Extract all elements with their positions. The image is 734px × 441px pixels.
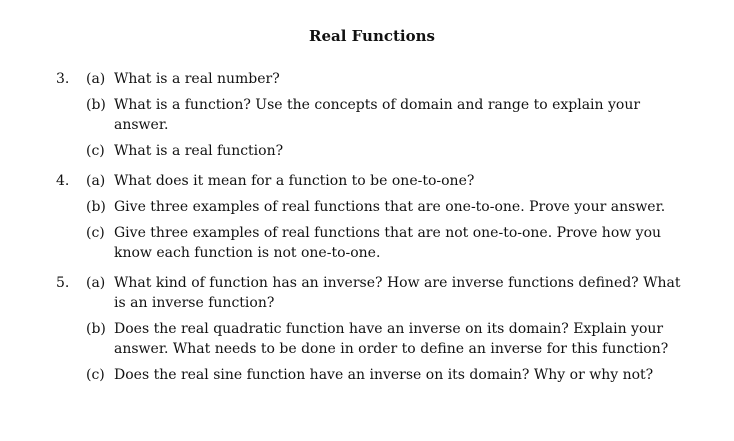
- part-text: What does it mean for a function to be one-to-one?: [114, 173, 475, 189]
- part-text: What kind of function has an inverse? How are inverse functions defined? What is an inverse function?: [114, 275, 681, 311]
- problem-3: [56, 69, 734, 161]
- part-label: (b): [86, 321, 106, 337]
- part-text: Does the real sine function have an inverse on its domain? Why or why not?: [114, 367, 654, 383]
- problem-part: [86, 365, 694, 385]
- part-label: (a): [86, 275, 106, 291]
- problem-parts: [86, 171, 734, 263]
- part-text: Give three examples of real functions that are one-to-one. Prove your answer.: [114, 199, 666, 215]
- part-text: What is a real number?: [114, 71, 280, 87]
- part-label: (a): [86, 173, 106, 189]
- problem-number: 4.: [56, 173, 70, 189]
- problem-part: [86, 319, 694, 359]
- problem-part: [86, 223, 694, 263]
- problem-part: [86, 141, 694, 161]
- problem-parts: [86, 69, 734, 161]
- problem-part: [86, 69, 694, 89]
- part-label: (b): [86, 97, 106, 113]
- part-label: (c): [86, 143, 105, 159]
- part-label: (c): [86, 225, 105, 241]
- part-text: Give three examples of real functions that are not one-to-one. Prove how you know each function is not one-to-one.: [114, 225, 662, 261]
- part-label: (b): [86, 199, 106, 215]
- problem-part: [86, 171, 694, 191]
- problem-5: [56, 273, 734, 385]
- problem-number: 3.: [56, 71, 70, 87]
- part-text: What is a real function?: [114, 143, 284, 159]
- part-text: What is a function? Use the concepts of domain and range to explain your answer.: [114, 97, 641, 133]
- part-label: (a): [86, 71, 106, 87]
- problem-part: [86, 197, 694, 217]
- problem-4: [56, 171, 734, 263]
- problem-list: [0, 69, 734, 395]
- problem-parts: [86, 273, 734, 385]
- problem-part: [86, 273, 694, 313]
- part-label: (c): [86, 367, 105, 383]
- problem-number: 5.: [56, 275, 70, 291]
- problem-part: [86, 95, 694, 135]
- page-title: Real Functions: [309, 27, 435, 45]
- part-text: Does the real quadratic function have an inverse on its domain? Explain your answer. What needs to be done in order to define an inverse for this function?: [114, 321, 669, 357]
